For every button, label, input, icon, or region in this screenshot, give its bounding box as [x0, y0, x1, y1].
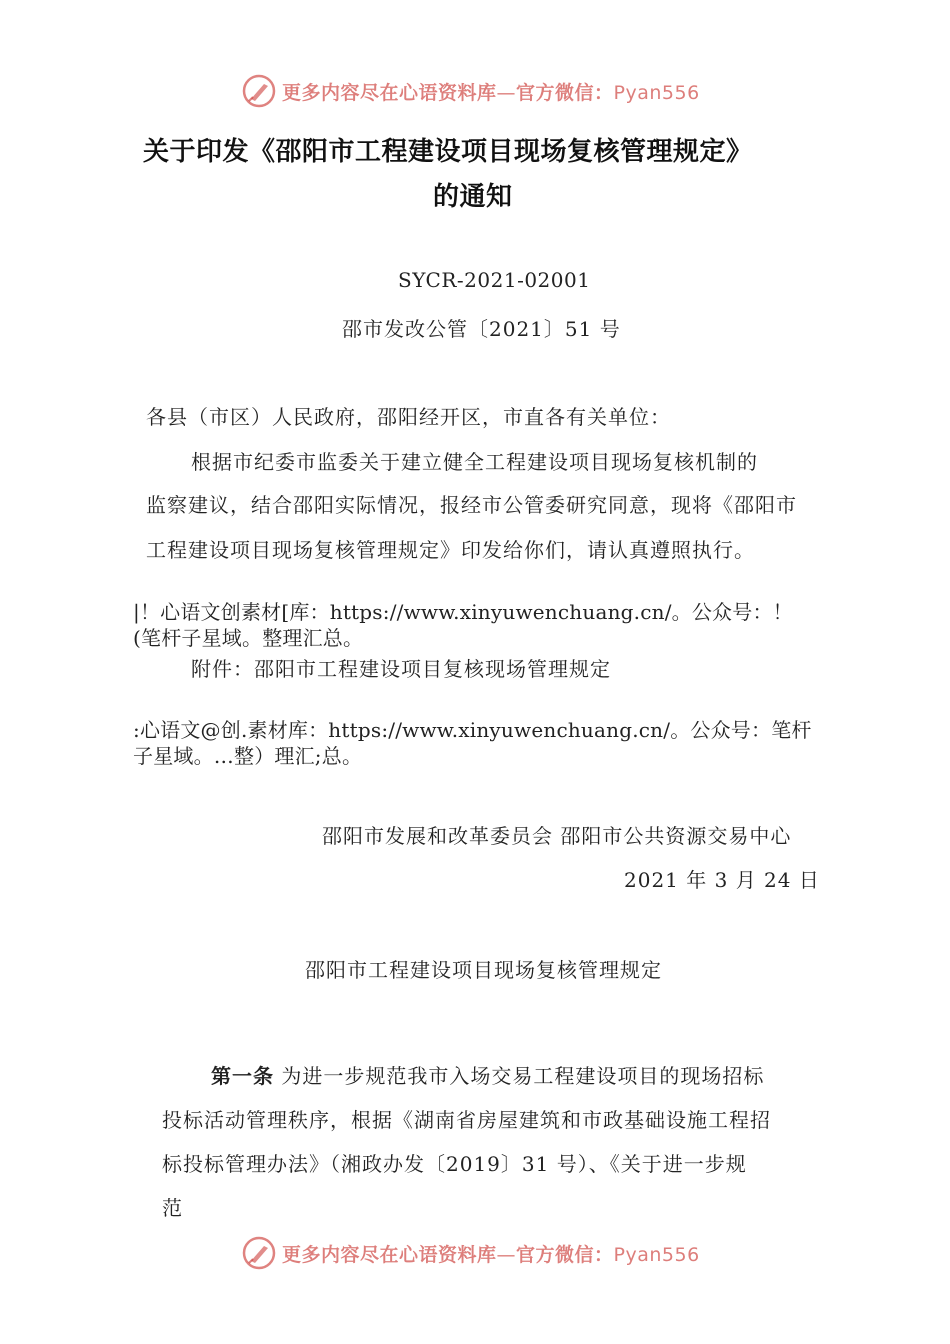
section-title: 邵阳市工程建设项目现场复核管理规定 — [305, 958, 662, 982]
issue-date: 2021 年 3 月 24 日 — [624, 868, 820, 892]
watermark-text: 更多内容尽在心语资料库—官方微信：Pyan556 — [282, 81, 700, 104]
attachment-line: 附件：邵阳市工程建设项目复核现场管理规定 — [191, 657, 611, 681]
quill-seal-icon — [242, 74, 276, 108]
embedded-watermark-line: (笔杆子星域。整理汇总。 — [133, 626, 364, 650]
document-code: SYCR-2021-02001 — [398, 268, 591, 292]
article-label: 第一条 — [211, 1064, 274, 1088]
quill-seal-icon — [242, 1236, 276, 1270]
embedded-watermark-line: :心语文@创.素材库：https://www.xinyuwenchuang.cn/。公众号：笔杆 — [133, 718, 812, 742]
article-line: 标投标管理办法》（湘政办发〔2019〕31 号）、《关于进一步规 — [162, 1152, 747, 1176]
addressee: 各县（市区）人民政府，邵阳经开区，市直各有关单位： — [146, 405, 671, 429]
paragraph-line: 工程建设项目现场复核管理规定》印发给你们，请认真遵照执行。 — [146, 538, 755, 562]
embedded-watermark-line: |！心语文创素材[库：https://www.xinyuwenchuang.cn/。公众号：！ — [133, 600, 793, 624]
article-line: 投标活动管理秩序，根据《湖南省房屋建筑和市政基础设施工程招 — [162, 1108, 771, 1132]
signatories: 邵阳市发展和改革委员会 邵阳市公共资源交易中心 — [322, 824, 792, 848]
paragraph-line: 监察建议，结合邵阳实际情况，报经市公管委研究同意，现将《邵阳市 — [146, 493, 797, 517]
document-title-line2: 的通知 — [433, 182, 513, 212]
header-watermark — [242, 73, 700, 109]
article-line: 范 — [162, 1196, 183, 1220]
document-number: 邵市发改公管〔2021〕51 号 — [342, 317, 621, 341]
paragraph-line: 根据市纪委市监委关于建立健全工程建设项目现场复核机制的 — [191, 450, 758, 474]
article-line — [211, 1060, 764, 1089]
article-text: 为进一步规范我市入场交易工程建设项目的现场招标 — [274, 1064, 765, 1088]
document-title-line1: 关于印发《邵阳市工程建设项目现场复核管理规定》 — [143, 137, 753, 167]
watermark-text: 更多内容尽在心语资料库—官方微信：Pyan556 — [282, 1243, 700, 1266]
embedded-watermark-line: 子星域。…整）理汇;总。 — [133, 744, 363, 768]
footer-watermark — [242, 1235, 700, 1271]
